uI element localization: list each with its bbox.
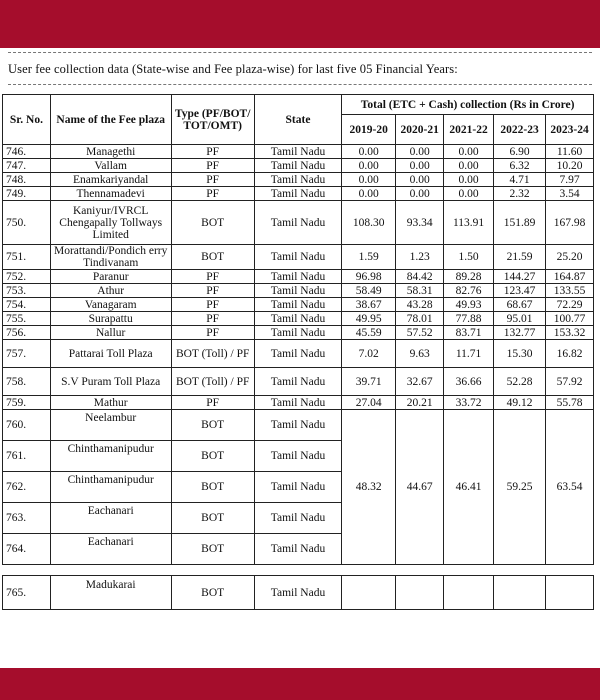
- fee-plaza-name-cell: Surapattu: [50, 312, 171, 326]
- header-type: Type (PF/BOT/ TOT/OMT): [171, 95, 254, 145]
- collection-value-cell: 52.28: [494, 368, 546, 396]
- table-row: [3, 326, 594, 340]
- collection-value-cell: 25.20: [546, 245, 594, 270]
- collection-value-cell: 7.02: [342, 340, 396, 368]
- collection-value-cell: 95.01: [494, 312, 546, 326]
- table-row: [3, 245, 594, 270]
- collection-value-cell: 49.93: [444, 298, 494, 312]
- collection-value-cell: 11.60: [546, 145, 594, 159]
- state-cell: Tamil Nadu: [254, 368, 341, 396]
- type-cell: BOT: [171, 441, 254, 472]
- table-row: [3, 368, 594, 396]
- state-cell: Tamil Nadu: [254, 472, 341, 503]
- collection-value-cell: 16.82: [546, 340, 594, 368]
- fee-plaza-name-cell: Eachanari: [50, 534, 171, 565]
- fee-plaza-name-cell: Vanagaram: [50, 298, 171, 312]
- type-cell: BOT (Toll) / PF: [171, 340, 254, 368]
- type-cell: PF: [171, 284, 254, 298]
- type-cell: PF: [171, 173, 254, 187]
- fee-plaza-name-cell: Thennamadevi: [50, 187, 171, 201]
- collection-value-cell: 4.71: [494, 173, 546, 187]
- state-cell: Tamil Nadu: [254, 245, 341, 270]
- collection-value-cell: 0.00: [444, 173, 494, 187]
- type-cell: PF: [171, 187, 254, 201]
- collection-value-cell: 11.71: [444, 340, 494, 368]
- header-year: 2019-20: [342, 115, 396, 145]
- table-row: [3, 159, 594, 173]
- collection-value-cell: 21.59: [494, 245, 546, 270]
- state-cell: Tamil Nadu: [254, 312, 341, 326]
- fee-plaza-name-cell: Paranur: [50, 270, 171, 284]
- fee-plaza-name-cell: Mathur: [50, 396, 171, 410]
- header-year: 2022-23: [494, 115, 546, 145]
- collection-value-cell: 3.54: [546, 187, 594, 201]
- top-divider: [8, 52, 592, 53]
- collection-value-cell: 58.31: [396, 284, 444, 298]
- merged-collection-value-cell: 59.25: [494, 410, 546, 565]
- empty-value-cell: [396, 576, 444, 610]
- collection-value-cell: 9.63: [396, 340, 444, 368]
- state-cell: Tamil Nadu: [254, 270, 341, 284]
- collection-value-cell: 151.89: [494, 201, 546, 245]
- collection-value-cell: 1.50: [444, 245, 494, 270]
- collection-value-cell: 0.00: [444, 159, 494, 173]
- collection-value-cell: 32.67: [396, 368, 444, 396]
- merged-collection-value-cell: 44.67: [396, 410, 444, 565]
- fee-plaza-name-cell: S.V Puram Toll Plaza: [50, 368, 171, 396]
- collection-value-cell: 83.71: [444, 326, 494, 340]
- type-cell: BOT: [171, 472, 254, 503]
- collection-value-cell: 153.32: [546, 326, 594, 340]
- table-row: [3, 410, 594, 441]
- type-cell: BOT: [171, 576, 254, 610]
- table-row: [3, 201, 594, 245]
- sr-no-cell: 764.: [3, 534, 51, 565]
- collection-value-cell: 20.21: [396, 396, 444, 410]
- type-cell: BOT: [171, 245, 254, 270]
- collection-value-cell: 33.72: [444, 396, 494, 410]
- state-cell: Tamil Nadu: [254, 576, 341, 610]
- type-cell: PF: [171, 312, 254, 326]
- collection-value-cell: 27.04: [342, 396, 396, 410]
- table-row: [3, 340, 594, 368]
- table-row: [3, 396, 594, 410]
- collection-value-cell: 132.77: [494, 326, 546, 340]
- collection-value-cell: 45.59: [342, 326, 396, 340]
- empty-value-cell: [546, 576, 594, 610]
- type-cell: BOT: [171, 534, 254, 565]
- state-cell: Tamil Nadu: [254, 503, 341, 534]
- sr-no-cell: 765.: [3, 576, 51, 610]
- merged-collection-value-cell: 46.41: [444, 410, 494, 565]
- table-body: [3, 145, 594, 610]
- state-cell: Tamil Nadu: [254, 340, 341, 368]
- sr-no-cell: 759.: [3, 396, 51, 410]
- collection-value-cell: 57.92: [546, 368, 594, 396]
- collection-value-cell: 6.32: [494, 159, 546, 173]
- merged-collection-value-cell: 63.54: [546, 410, 594, 565]
- sr-no-cell: 747.: [3, 159, 51, 173]
- sr-no-cell: 755.: [3, 312, 51, 326]
- header-year: 2020-21: [396, 115, 444, 145]
- fee-collection-table: [2, 94, 594, 610]
- state-cell: Tamil Nadu: [254, 396, 341, 410]
- collection-value-cell: 167.98: [546, 201, 594, 245]
- table-gap: [3, 565, 594, 576]
- collection-value-cell: 68.67: [494, 298, 546, 312]
- state-cell: Tamil Nadu: [254, 534, 341, 565]
- collection-value-cell: 96.98: [342, 270, 396, 284]
- collection-value-cell: 100.77: [546, 312, 594, 326]
- fee-plaza-name-cell: Chinthamanipudur: [50, 472, 171, 503]
- table-row: [3, 284, 594, 298]
- state-cell: Tamil Nadu: [254, 187, 341, 201]
- collection-value-cell: 55.78: [546, 396, 594, 410]
- collection-value-cell: 78.01: [396, 312, 444, 326]
- state-cell: Tamil Nadu: [254, 410, 341, 441]
- fee-plaza-name-cell: Enamkariyandal: [50, 173, 171, 187]
- state-cell: Tamil Nadu: [254, 298, 341, 312]
- type-cell: PF: [171, 326, 254, 340]
- type-cell: PF: [171, 298, 254, 312]
- state-cell: Tamil Nadu: [254, 284, 341, 298]
- state-cell: Tamil Nadu: [254, 159, 341, 173]
- sr-no-cell: 760.: [3, 410, 51, 441]
- collection-value-cell: 0.00: [444, 187, 494, 201]
- table-row: [3, 187, 594, 201]
- sr-no-cell: 754.: [3, 298, 51, 312]
- empty-value-cell: [494, 576, 546, 610]
- type-cell: PF: [171, 159, 254, 173]
- sr-no-cell: 761.: [3, 441, 51, 472]
- collection-value-cell: 0.00: [342, 145, 396, 159]
- sr-no-cell: 751.: [3, 245, 51, 270]
- header-year: 2021-22: [444, 115, 494, 145]
- collection-value-cell: 0.00: [444, 145, 494, 159]
- collection-value-cell: 58.49: [342, 284, 396, 298]
- collection-value-cell: 0.00: [396, 145, 444, 159]
- collection-value-cell: 108.30: [342, 201, 396, 245]
- fee-plaza-name-cell: Eachanari: [50, 503, 171, 534]
- gap-cell: [3, 565, 594, 576]
- bottom-divider: [8, 84, 592, 85]
- collection-value-cell: 0.00: [396, 173, 444, 187]
- state-cell: Tamil Nadu: [254, 173, 341, 187]
- collection-value-cell: 1.59: [342, 245, 396, 270]
- sr-no-cell: 752.: [3, 270, 51, 284]
- type-cell: BOT: [171, 201, 254, 245]
- collection-value-cell: 10.20: [546, 159, 594, 173]
- collection-value-cell: 7.97: [546, 173, 594, 187]
- collection-value-cell: 164.87: [546, 270, 594, 284]
- state-cell: Tamil Nadu: [254, 201, 341, 245]
- collection-value-cell: 144.27: [494, 270, 546, 284]
- type-cell: BOT: [171, 410, 254, 441]
- collection-value-cell: 113.91: [444, 201, 494, 245]
- collection-value-cell: 82.76: [444, 284, 494, 298]
- collection-value-cell: 43.28: [396, 298, 444, 312]
- table-row: [3, 576, 594, 610]
- state-cell: Tamil Nadu: [254, 441, 341, 472]
- table-row: [3, 270, 594, 284]
- table-row: [3, 145, 594, 159]
- sr-no-cell: 750.: [3, 201, 51, 245]
- collection-value-cell: 36.66: [444, 368, 494, 396]
- sr-no-cell: 762.: [3, 472, 51, 503]
- header-state: State: [254, 95, 341, 145]
- header-sr-no: Sr. No.: [3, 95, 51, 145]
- collection-value-cell: 133.55: [546, 284, 594, 298]
- collection-value-cell: 2.32: [494, 187, 546, 201]
- document-page: [0, 48, 600, 668]
- fee-plaza-name-cell: Pattarai Toll Plaza: [50, 340, 171, 368]
- header-fee-plaza-name: Name of the Fee plaza: [50, 95, 171, 145]
- collection-value-cell: 0.00: [342, 173, 396, 187]
- fee-plaza-name-cell: Morattandi/Pondich erry Tindivanam: [50, 245, 171, 270]
- collection-value-cell: 49.95: [342, 312, 396, 326]
- state-cell: Tamil Nadu: [254, 145, 341, 159]
- type-cell: BOT: [171, 503, 254, 534]
- collection-value-cell: 89.28: [444, 270, 494, 284]
- collection-value-cell: 77.88: [444, 312, 494, 326]
- collection-value-cell: 49.12: [494, 396, 546, 410]
- header-total-collection: Total (ETC + Cash) collection (Rs in Crore): [342, 95, 594, 115]
- fee-plaza-name-cell: Vallam: [50, 159, 171, 173]
- collection-value-cell: 57.52: [396, 326, 444, 340]
- empty-value-cell: [444, 576, 494, 610]
- type-cell: PF: [171, 396, 254, 410]
- empty-value-cell: [342, 576, 396, 610]
- collection-value-cell: 93.34: [396, 201, 444, 245]
- fee-plaza-name-cell: Nallur: [50, 326, 171, 340]
- sr-no-cell: 763.: [3, 503, 51, 534]
- state-cell: Tamil Nadu: [254, 326, 341, 340]
- collection-value-cell: 84.42: [396, 270, 444, 284]
- collection-value-cell: 0.00: [396, 187, 444, 201]
- collection-value-cell: 38.67: [342, 298, 396, 312]
- sr-no-cell: 757.: [3, 340, 51, 368]
- collection-value-cell: 1.23: [396, 245, 444, 270]
- fee-plaza-name-cell: Madukarai: [50, 576, 171, 610]
- fee-plaza-name-cell: Chinthamanipudur: [50, 441, 171, 472]
- table-row: [3, 312, 594, 326]
- sr-no-cell: 758.: [3, 368, 51, 396]
- type-cell: BOT (Toll) / PF: [171, 368, 254, 396]
- collection-value-cell: 123.47: [494, 284, 546, 298]
- sr-no-cell: 748.: [3, 173, 51, 187]
- collection-value-cell: 0.00: [396, 159, 444, 173]
- collection-value-cell: 0.00: [342, 159, 396, 173]
- header-year: 2023-24: [546, 115, 594, 145]
- sr-no-cell: 753.: [3, 284, 51, 298]
- sr-no-cell: 746.: [3, 145, 51, 159]
- sr-no-cell: 749.: [3, 187, 51, 201]
- table-row: [3, 298, 594, 312]
- collection-value-cell: 6.90: [494, 145, 546, 159]
- type-cell: PF: [171, 270, 254, 284]
- fee-plaza-name-cell: Athur: [50, 284, 171, 298]
- sr-no-cell: 756.: [3, 326, 51, 340]
- page-heading: User fee collection data (State-wise and Fee plaza-wise) for last five 05 Financial Years:: [8, 62, 458, 76]
- fee-plaza-name-cell: Managethi: [50, 145, 171, 159]
- type-cell: PF: [171, 145, 254, 159]
- fee-plaza-name-cell: Kaniyur/IVRCL Chengapally Tollways Limited: [50, 201, 171, 245]
- collection-value-cell: 72.29: [546, 298, 594, 312]
- fee-plaza-name-cell: Neelambur: [50, 410, 171, 441]
- merged-collection-value-cell: 48.32: [342, 410, 396, 565]
- table-row: [3, 173, 594, 187]
- collection-value-cell: 39.71: [342, 368, 396, 396]
- collection-value-cell: 0.00: [342, 187, 396, 201]
- collection-value-cell: 15.30: [494, 340, 546, 368]
